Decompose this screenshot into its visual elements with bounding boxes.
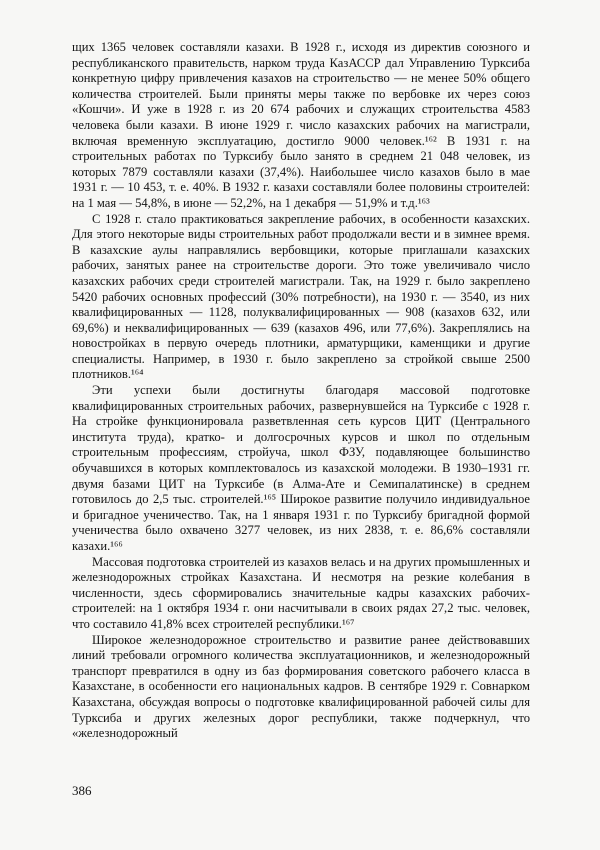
paragraph-2: С 1928 г. стало практиковаться закрепление рабочих, в особенности казахских. Для этого некоторые виды строительных работ продолжали вести и в зимнее время. В казахские аулы направлялись вербовщики, которые приглашали казахских рабочих, занятых ранее на строительстве дороги. Это тоже увеличивало число казахских рабочих среди строителей магистрали. Так, на 1929 г. было закреплено 5420 рабочих основных профессий (30% потребности), на 1930 г. — 3540, из них квалифицированных — 1128, полуквалифицированных — 908 (казахов 632, или 69,6%) и неквалифицированных — 639 (казахов 496, или 77,6%). Закреплялись на новостройках в первую очередь плотники, арматурщики, каменщики и другие специалисты. Например, в 1930 г. было закреплено за стройкой свыше 2500 плотников.¹⁶⁴	[72, 211, 530, 382]
paragraph-5: Широкое железнодорожное строительство и развитие ранее действовавших линий требовали огромного количества эксплуатационников, и железнодорожный транспорт превратился в одну из баз формирования советского рабочего класса в Казахстане, в особенности его национальных кадров. В сентябре 1929 г. Совнарком Казахстана, обсуждая вопросы о подготовке квалифицированной рабочей силы для Турксиба и других железных дорог республики, также подчеркнул, что «железнодорожный	[72, 632, 530, 741]
paragraph-4: Массовая подготовка строителей из казахов велась и на других промышленных и железнодорожных стройках Казахстана. И несмотря на резкие колебания в численности, здесь сформировались значительные кадры казахских рабочих-строителей: на 1 октября 1934 г. они насчитывали в своих рядах 27,2 тыс. человек, что составило 41,8% всех строителей республики.¹⁶⁷	[72, 554, 530, 631]
paragraph-1: щих 1365 человек составляли казахи. В 1928 г., исходя из директив союзного и республиканского правительств, нарком труда КазАССР дал Управлению Турксиба конкретную цифру привлечения казахов на строительство — не менее 50% общего количества строителей. Были приняты меры также по вербовке их через союз «Кошчи». И уже в 1928 г. из 20 674 рабочих и служащих строительства 4583 человека были казахи. В июне 1929 г. число казахских рабочих на магистрали, включая временную эксплуатацию, достигло 9000 человек.¹⁶² В 1931 г. на строительных работах по Турксибу было занято в среднем 21 048 человек, из которых 7879 составляли казахи (37,4%). Наибольшее число казахов было в мае 1931 г. — 10 453, т. е. 40%. В 1932 г. казахи составляли более половины строителей: на 1 мая — 54,8%, в июне — 52,2%, на 1 декабря — 51,9% и т.д.¹⁶³	[72, 40, 530, 210]
page-number: 386	[72, 783, 92, 798]
paragraph-3: Эти успехи были достигнуты благодаря массовой подготовке квалифицированных строительных рабочих, развернувшейся на Турксибе с 1928 г. На стройке функционировала разветвленная сеть курсов ЦИТ (Центрального института труда), кратко- и долгосрочных курсов и школ по отдельным строительным профессиям, стройуча, школ ФЗУ, подавляющее большинство обучавшихся в которых комплектовалось из казахской молодежи. В 1930–1931 гг. двумя базами ЦИТ на Турксибе (в Алма-Ате и Семипалатинске) в среднем готовилось до 2,5 тыс. строителей.¹⁶⁵ Широкое развитие получило индивидуальное и бригадное ученичество. Так, на 1 января 1931 г. по Турксибу бригадной формой ученичества было охвачено 3277 человек, из них 2838, т. е. 86,6% составляли казахи.¹⁶⁶	[72, 383, 530, 553]
body-text	[72, 40, 530, 742]
